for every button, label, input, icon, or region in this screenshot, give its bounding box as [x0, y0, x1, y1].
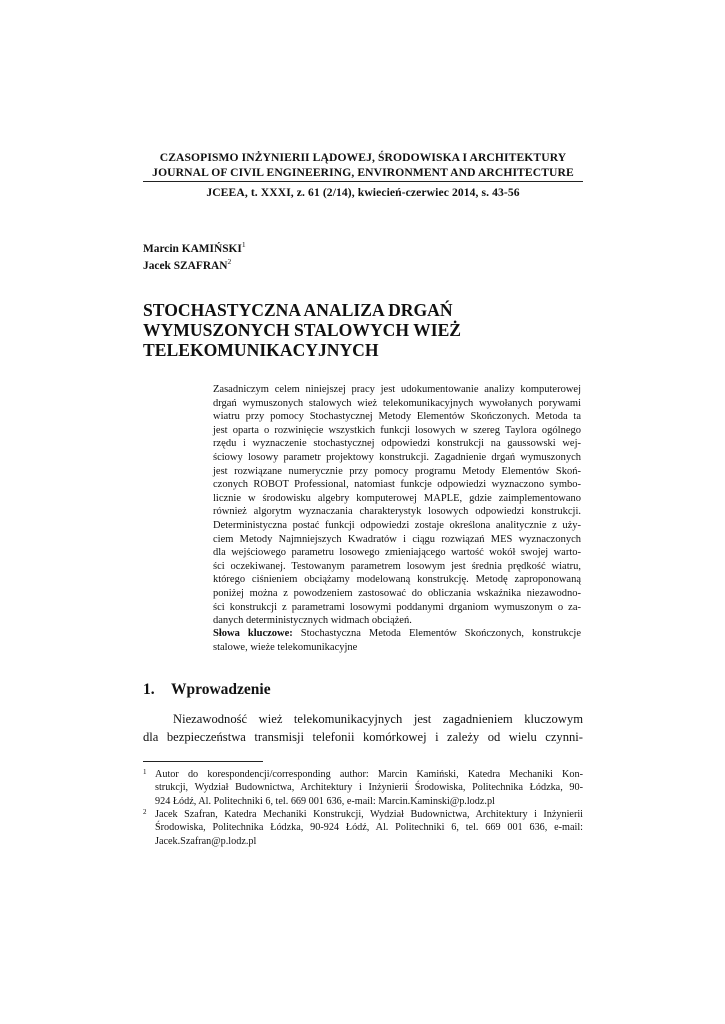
author-2-first-name: Jacek — [143, 259, 171, 272]
abstract-line: ści konstrukcji z parametrami losowymi poddanymi drganiom wymuszonym o za- — [213, 601, 581, 613]
abstract-line: czonych ROBOT Professional, natomiast funkcje odpowiedzi wyznaczono symbo- — [213, 479, 581, 491]
author-1-first-name: Marcin — [143, 242, 179, 255]
footnote-line: Jacek.Szafran@p.lodz.pl — [155, 835, 257, 847]
abstract-line: którego ciśnieniem obciążamy modelowaną konstrukcję. Metodę zaproponowaną — [213, 574, 581, 586]
journal-name-pl: CZASOPISMO INŻYNIERII LĄDOWEJ, ŚRODOWISKA I ARCHITEKTURY — [159, 151, 567, 164]
footnote-2-mark: 2 — [143, 808, 147, 816]
section-number: 1. — [143, 681, 155, 698]
keywords — [213, 627, 581, 654]
author-1-last-name: KAMIŃSKI — [181, 242, 242, 255]
abstract-line: ści oczekiwanej. Testowanym parametrem losowym jest średnia prędkość wiatru, — [213, 560, 581, 572]
abstract-line: dla wejściowego parametru losowego zmieniającego wartość wokół swojej warto- — [213, 547, 581, 559]
footnote-line: 924 Łódź, Al. Politechniki 6, tel. 669 001 636, e-mail: Marcin.Kaminski@p.lodz.pl — [155, 795, 495, 807]
abstract-line: jest oparta o rozwinięcie wszystkich funkcji losowych w szereg Taylora ogólnego — [213, 424, 581, 436]
journal-citation: JCEEA, t. XXXI, z. 61 (2/14), kwiecień-czerwiec 2014, s. 43-56 — [206, 186, 520, 199]
keywords-text: Stochastyczna Metoda Elementów Skończonych, konstrukcje stalowe, wieże telekomunikacyjne — [213, 628, 582, 653]
author-2-last-name: SZAFRAN — [173, 259, 228, 272]
abstract-line: poniżej można z powodzeniem zastosować do obliczania wskaźnika niezawodno- — [213, 587, 581, 599]
footnote-2 — [143, 808, 583, 848]
abstract-line: licznie w środowisku algebry komputerowej MAPLE, gdzie zaimplementowano — [213, 492, 581, 504]
abstract-line: jest rozwiązane numerycznie przy pomocy programu Metody Elementów Skoń- — [213, 465, 581, 477]
journal-name-en: JOURNAL OF CIVIL ENGINEERING, ENVIRONMENT AND ARCHITECTURE — [152, 166, 574, 179]
abstract-line: wiatru przy pomocy Stochastycznej Metody Elementów Skończonych. Metoda ta — [213, 411, 581, 423]
abstract-line: ciem Metody Najmniejszych Kwadratów i ciągu rozwiązań MES wyznaczonych — [213, 533, 581, 545]
author-1 — [143, 240, 246, 255]
author-1-note-mark: 1 — [241, 240, 246, 249]
footnote-1 — [143, 768, 583, 808]
abstract — [213, 383, 581, 628]
author-2-note-mark: 2 — [227, 257, 232, 266]
header-rule — [143, 181, 583, 182]
abstract-line: również algorytm wyznaczania charakterystyk losowych odpowiedzi konstrukcji. — [213, 506, 581, 518]
footnote-rule — [143, 761, 263, 762]
paper-title — [143, 300, 583, 360]
body-line: dla bezpieczeństwa transmisji telefonii komórkowej i zależy od wielu czynni- — [143, 729, 583, 744]
abstract-line: drgań wymuszonych stalowych wież telekomunikacyjnych wywołanych porywami — [213, 397, 581, 409]
author-2 — [143, 257, 231, 272]
footnote-line: Autor do korespondencji/corresponding author: Marcin Kamiński, Katedra Mechaniki Kon- — [155, 769, 583, 780]
abstract-line: rzędu i wyznaczenie stochastycznej odpowiedzi konstrukcji na gaussowski wej- — [213, 438, 581, 450]
abstract-line: Zasadniczym celem niniejszej pracy jest udokumentowanie analizy komputerowej — [213, 384, 581, 395]
footnote-line: Środowiska, Politechnika Łódzka, 90-924 Łódź, Al. Politechniki 6, tel. 669 001 636, e-mail: — [155, 822, 583, 834]
footnote-line: strukcji, Wydział Budownictwa, Architektury i Inżynierii Środowiska, Politechnika Łódzka, 90- — [155, 782, 583, 794]
abstract-line: danych deterministycznych widmach obciążeń. — [213, 615, 412, 627]
title-line: TELEKOMUNIKACYJNYCH — [143, 340, 379, 360]
body-line: Niezawodność wież telekomunikacyjnych jest zagadnieniem kluczowym — [173, 712, 583, 726]
title-line: WYMUSZONYCH STALOWYCH WIEŻ — [143, 320, 462, 340]
footnote-1-mark: 1 — [143, 768, 147, 776]
body-paragraph — [143, 711, 583, 746]
section-title: Wprowadzenie — [171, 681, 271, 698]
abstract-line: Deterministyczna postać funkcji odpowiedzi zostaje określona analitycznie z uży- — [213, 519, 581, 531]
title-line: STOCHASTYCZNA ANALIZA DRGAŃ — [143, 300, 453, 320]
section-heading — [143, 681, 271, 699]
keywords-label: Słowa kluczowe: — [213, 628, 293, 639]
footnote-line: Jacek Szafran, Katedra Mechaniki Konstrukcji, Wydział Budownictwa, Architektury i Inżynierii — [155, 809, 583, 820]
abstract-line: ściowy losowy parametr projektowy konstrukcji. Zagadnienie drgań wymuszonych — [213, 451, 581, 463]
